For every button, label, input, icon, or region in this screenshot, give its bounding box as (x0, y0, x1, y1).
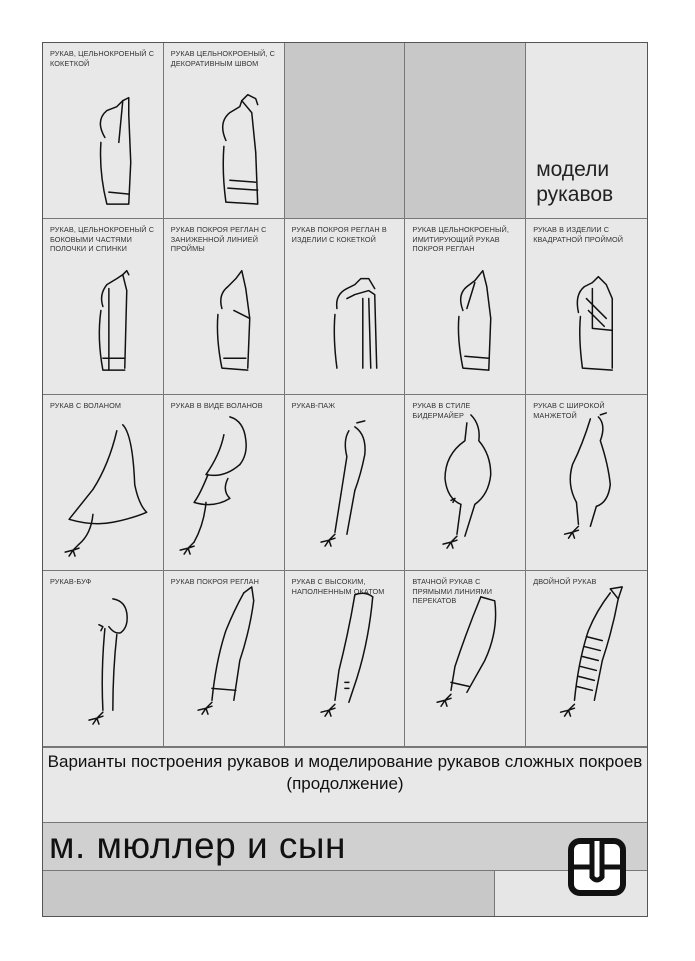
sleeve-sketch-illustration (405, 219, 525, 394)
sleeve-model-cell (405, 571, 526, 747)
sleeve-model-cell (43, 395, 164, 571)
sleeve-model-cell (285, 43, 406, 219)
sleeve-model-cell (526, 43, 647, 219)
sleeve-model-cell (526, 219, 647, 395)
sleeve-model-label: РУКАВ ПОКРОЯ РЕГЛАН С ЗАНИЖЕННОЙ ЛИНИЕЙ ПРОЙМЫ (170, 225, 267, 253)
caption: Варианты построения рукавов и моделирование рукавов сложных покроев (продолжение) (47, 752, 643, 793)
sleeve-sketch-illustration (164, 219, 284, 394)
sleeve-model-cell (164, 395, 285, 571)
sleeve-model-cell (405, 219, 526, 395)
sleeve-model-label: РУКАВ С ШИРОКОЙ МАНЖЕТОЙ (533, 401, 605, 420)
sleeve-sketch-illustration (405, 571, 525, 746)
sleeve-model-cell (164, 219, 285, 395)
sleeve-model-cell (43, 219, 164, 395)
sleeve-models-grid (43, 43, 647, 747)
brand-band (43, 823, 647, 871)
sleeve-model-label: РУКАВ ПОКРОЯ РЕГЛАН В ИЗДЕЛИИ С КОКЕТКОЙ (291, 225, 387, 244)
sleeve-model-label: РУКАВ С ВЫСОКИМ, НАПОЛНЕННЫМ ОКАТОМ (291, 577, 385, 596)
sleeve-model-label: РУКАВ ЦЕЛЬНОКРОЕНЫЙ, ИМИТИРУЮЩИЙ РУКАВ ПОКРОЯ РЕГЛАН (412, 225, 510, 253)
sleeve-model-label: РУКАВ ЦЕЛЬНОКРОЕНЫЙ, С ДЕКОРАТИВНЫМ ШВОМ (170, 49, 275, 68)
sleeve-model-cell (285, 219, 406, 395)
sleeve-model-label: РУКАВ С ВОЛАНОМ (50, 401, 122, 410)
sleeve-model-label: ДВОЙНОЙ РУКАВ (533, 577, 597, 586)
sleeve-model-label: РУКАВ, ЦЕЛЬНОКРОЕНЫЙ С КОКЕТКОЙ (50, 49, 155, 68)
sleeve-sketch-illustration (526, 219, 647, 394)
bottom-left-panel (43, 871, 495, 916)
sleeve-sketch-illustration (405, 395, 525, 570)
sleeve-model-label: РУКАВ В ВИДЕ ВОЛАНОВ (170, 401, 263, 410)
sleeve-sketch-illustration (43, 219, 163, 394)
sleeve-model-label: РУКАВ ПОКРОЯ РЕГЛАН (170, 577, 259, 586)
caption-band (43, 747, 647, 823)
sleeve-model-cell (43, 571, 164, 747)
sleeve-sketch-illustration (285, 219, 405, 394)
models-title: модели рукавов (536, 158, 614, 206)
brand-logo-icon (567, 837, 627, 897)
sleeve-sketch-illustration (43, 43, 163, 218)
sleeve-sketch-illustration (285, 395, 405, 570)
sheet (42, 42, 648, 917)
sleeve-model-label: РУКАВ В СТИЛЕ БИДЕРМАЙЕР (412, 401, 471, 420)
sleeve-model-cell (164, 43, 285, 219)
sleeve-model-cell (526, 395, 647, 571)
sleeve-sketch-illustration (43, 571, 163, 746)
sleeve-sketch-illustration (164, 395, 284, 570)
sleeve-model-cell (164, 571, 285, 747)
sleeve-sketch-illustration (164, 43, 284, 218)
sleeve-model-label: РУКАВ, ЦЕЛЬНОКРОЕНЫЙ С БОКОВЫМИ ЧАСТЯМИ ПОЛОЧКИ И СПИНКИ (50, 225, 155, 253)
sleeve-sketch-illustration (285, 571, 405, 746)
sleeve-model-cell (405, 395, 526, 571)
sleeve-model-cell (285, 571, 406, 747)
sleeve-sketch-illustration (43, 395, 163, 570)
sleeve-model-cell (405, 43, 526, 219)
sleeve-model-cell (285, 395, 406, 571)
sleeve-sketch-illustration (164, 571, 284, 746)
sleeve-sketch-illustration (526, 571, 647, 746)
sleeve-sketch-illustration (526, 395, 647, 570)
sleeve-model-label: РУКАВ-ПАЖ (291, 401, 336, 410)
sleeve-model-label: ВТАЧНОЙ РУКАВ С ПРЯМЫМИ ЛИНИЯМИ ПЕРЕКАТОВ (412, 577, 493, 605)
sleeve-model-cell (526, 571, 647, 747)
brand-name: м. мюллер и сын (49, 825, 346, 866)
sleeve-model-label: РУКАВ В ИЗДЕЛИИ С КВАДРАТНОЙ ПРОЙМОЙ (533, 225, 624, 244)
sleeve-model-label: РУКАВ-БУФ (50, 577, 92, 586)
sleeve-model-cell (43, 43, 164, 219)
